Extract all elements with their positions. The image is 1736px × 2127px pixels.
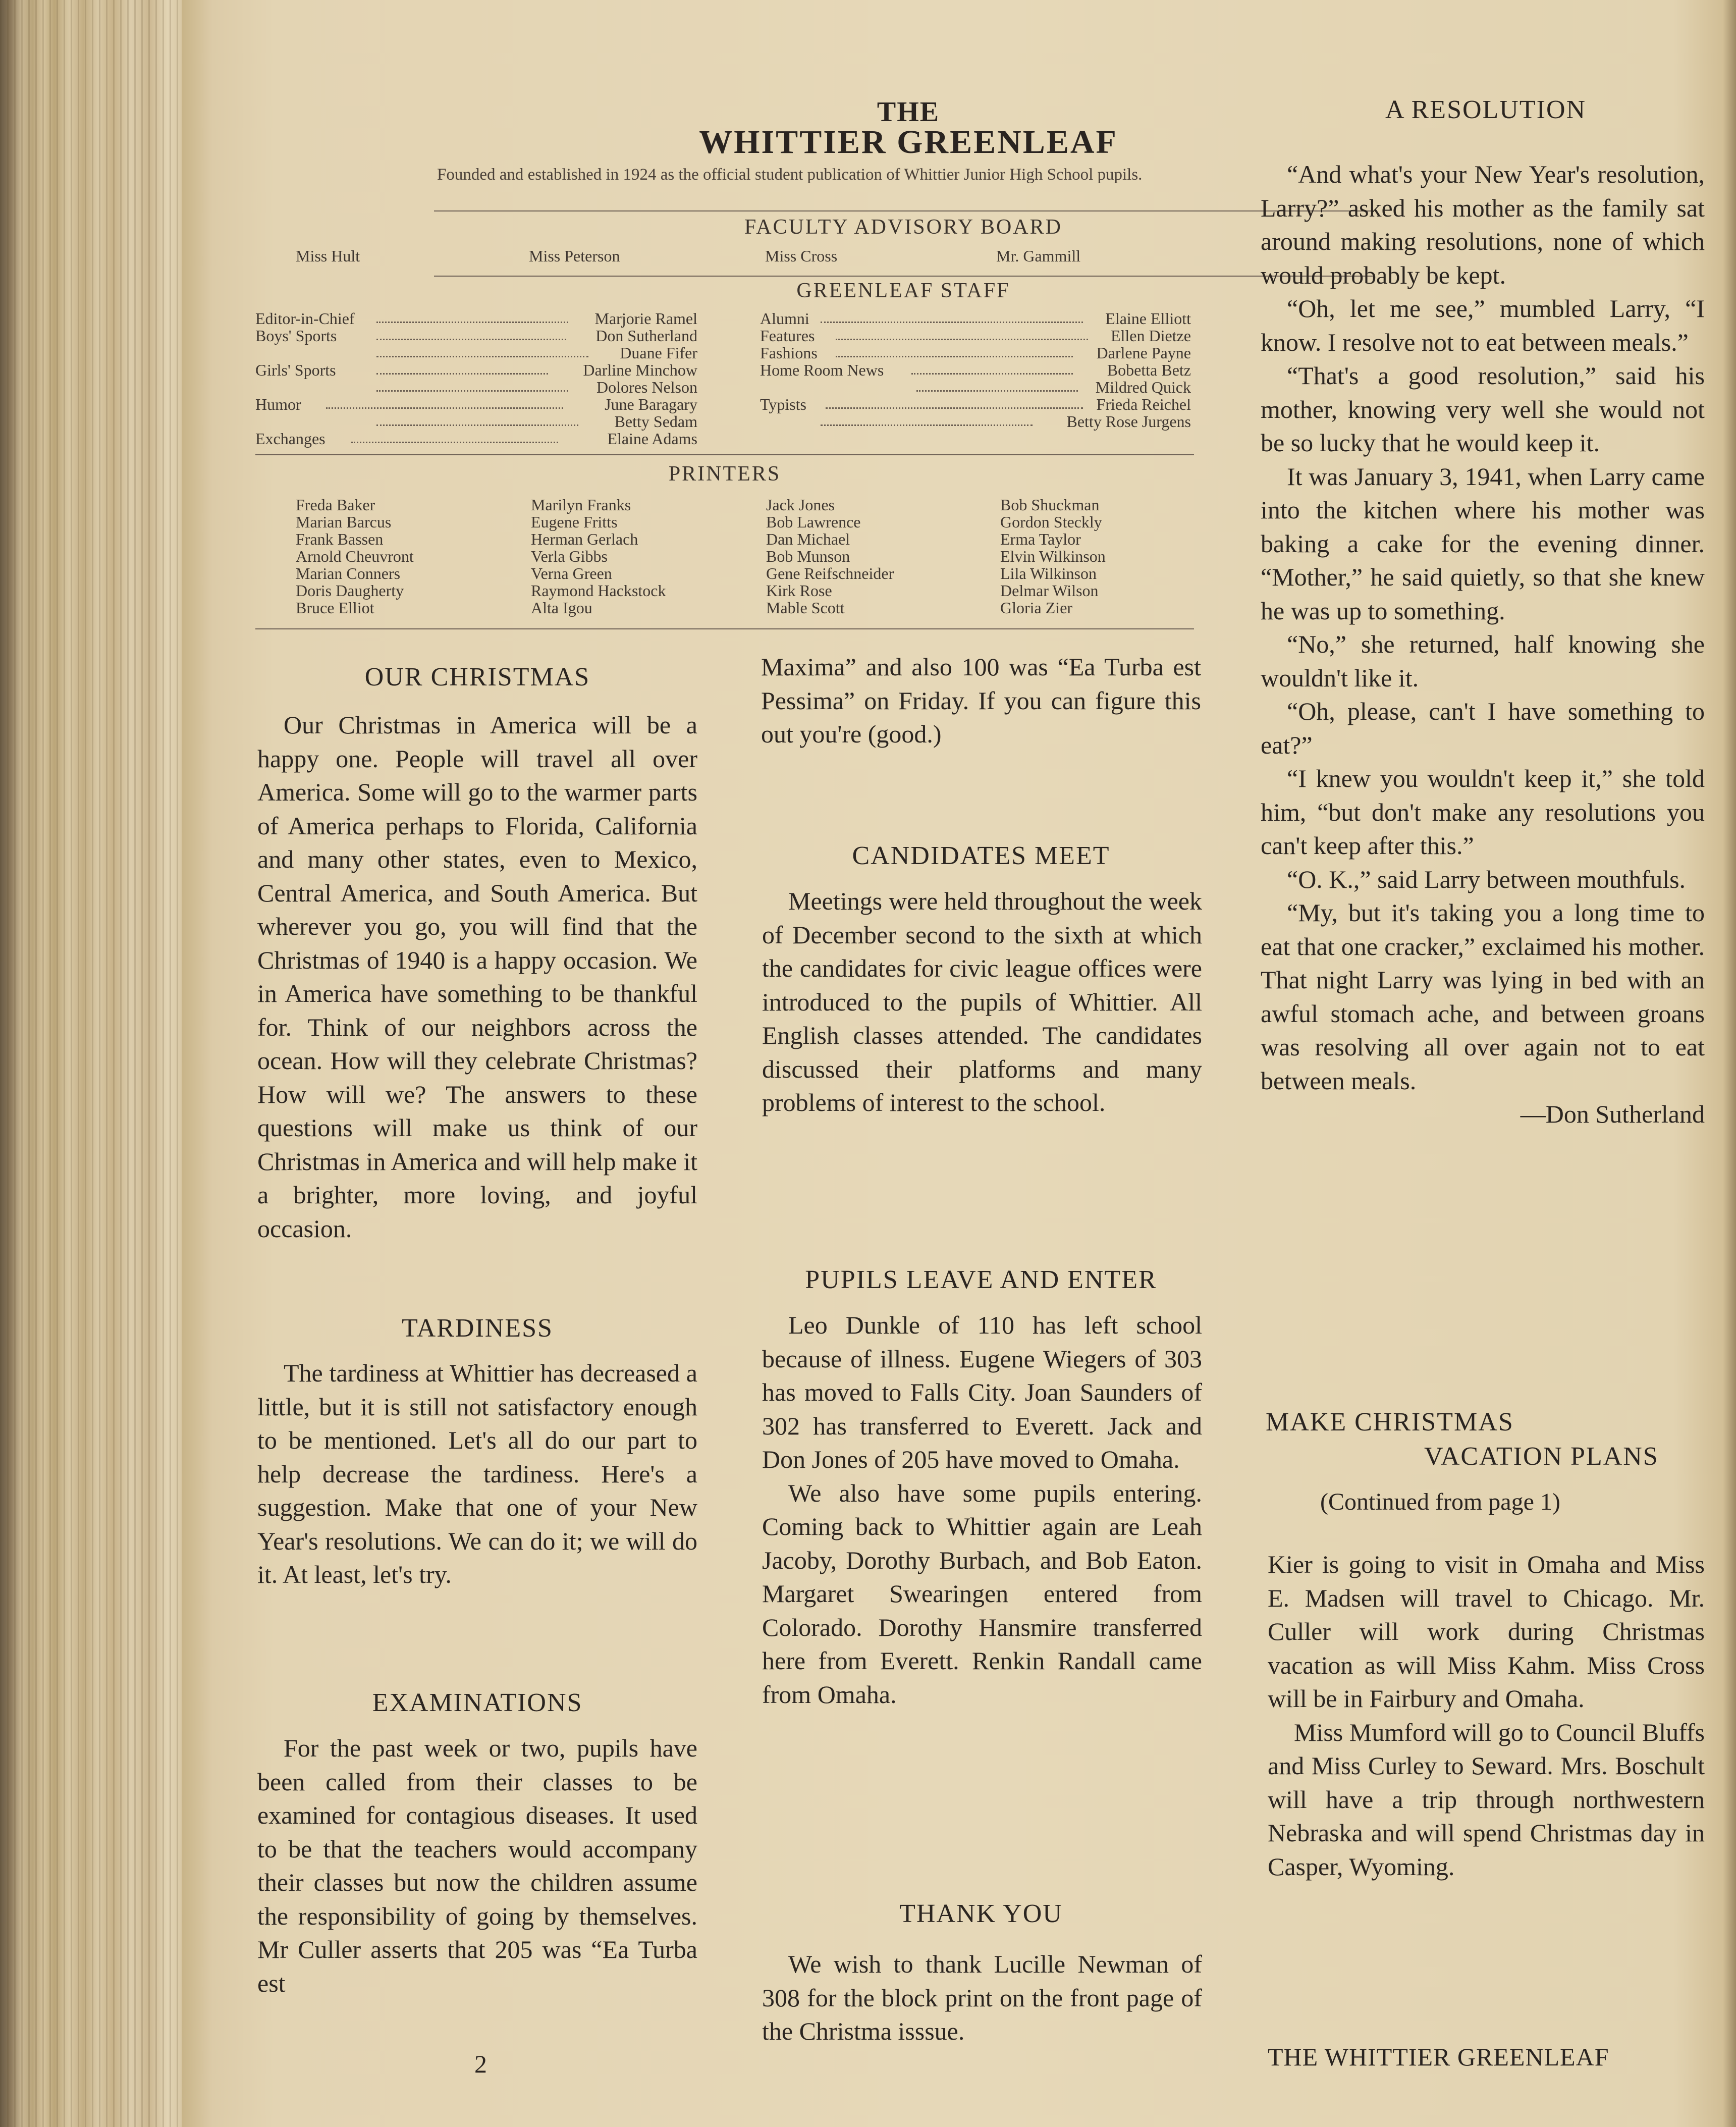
faculty-member: Miss Hult	[296, 247, 360, 265]
divider	[255, 628, 1194, 629]
article-title-tardiness: TARDINESS	[402, 1314, 553, 1343]
book-binding-edge	[0, 0, 182, 2127]
article-title-candidates-meet: CANDIDATES MEET	[852, 841, 1110, 870]
printer-name: Delmar Wilson	[1000, 581, 1099, 600]
article-title-thank-you: THANK YOU	[899, 1899, 1063, 1928]
article-body-candidates-meet	[762, 884, 1202, 1120]
printer-name: Doris Daugherty	[296, 581, 404, 600]
article-body-our-christmas	[257, 708, 697, 1245]
article-title-our-christmas: OUR CHRISTMAS	[364, 663, 590, 692]
paragraph: Maxima” and also 100 was “Ea Turba est Pessima” on Friday. If you can figure this out you're (good.)	[761, 653, 1201, 748]
masthead-the: THE	[877, 96, 940, 128]
staff-name: Darline Minchow	[583, 361, 697, 379]
staff-row	[255, 327, 697, 344]
paragraph: “Oh, let me see,” mumbled Larry, “I know. I resolve not to eat between meals.”	[1261, 294, 1705, 356]
printer-name: Freda Baker	[296, 496, 375, 514]
staff-role: Typists	[760, 395, 806, 413]
printer-name: Eugene Fritts	[531, 513, 618, 531]
faculty-board-title: FACULTY ADVISORY BOARD	[744, 216, 1062, 239]
printer-name: Verna Green	[531, 564, 612, 582]
printer-name: Gloria Zier	[1000, 599, 1073, 617]
printer-name: Kirk Rose	[766, 581, 832, 600]
printer-name: Dan Michael	[766, 530, 850, 548]
article-body-thank-you	[762, 1947, 1202, 2048]
printer-name: Bob Munson	[766, 547, 850, 565]
staff-row	[255, 395, 697, 412]
staff-row	[760, 361, 1191, 378]
staff-name: Elaine Adams	[607, 430, 697, 448]
printers-title: PRINTERS	[668, 462, 781, 486]
paragraph: We wish to thank Lucille Newman of 308 for the block print on the front page of the Christma isssue.	[762, 1950, 1202, 2045]
printer-name: Verla Gibbs	[531, 547, 608, 565]
paragraph: Meetings were held throughout the week of December second to the sixth at which the candidates for civic league offices were introduced to the pupils of Whittier. All English classes attended. The candidates discussed their platforms and many problems of interest to the school.	[762, 887, 1202, 1116]
printer-name: Herman Gerlach	[531, 530, 638, 548]
printer-name: Alta Igou	[531, 599, 592, 617]
printer-name: Marilyn Franks	[531, 496, 631, 514]
staff-role: Fashions	[760, 344, 818, 362]
paragraph: “O. K.,” said Larry between mouthfuls.	[1287, 865, 1686, 893]
staff-role: Features	[760, 327, 815, 345]
staff-row	[255, 309, 697, 327]
page-number: 2	[474, 2050, 487, 2078]
staff-name: Dolores Nelson	[596, 378, 697, 396]
printer-name: Lila Wilkinson	[1000, 564, 1097, 582]
staff-row	[255, 430, 697, 447]
printer-name: Bob Shuckman	[1000, 496, 1100, 514]
paragraph: For the past week or two, pupils have been called from their classes to be examined for contagious diseases. It used to be that the teachers would accompany their classes but now the children assume the responsibility of going by themselves. Mr Culler asserts that 205 was “Ea Turba est	[257, 1734, 697, 1997]
staff-row	[255, 361, 697, 378]
paragraph: “My, but it's taking you a long time to eat that one cracker,” exclaimed his mother. That night Larry was lying in bed with an awful stomach ache, and between groans was resolving all over again not to eat between meals.	[1261, 898, 1705, 1095]
paragraph: Our Christmas in America will be a happy one. People will travel all over America. Some will go to the warmer parts of America perhaps to Florida, California and many other states, even to Mexico, Central America, and South America. But wherever you go, you will find that the Christmas of 1940 is a happy occasion. We in America have something to be thankful for. Think of our neighbors across the ocean. How will they celebrate Christmas? How will we? The answers to these questions will make us think of our Christmas in America and will help make it a brighter, more loving, and joyful occasion.	[257, 711, 697, 1243]
staff-row	[760, 395, 1191, 412]
faculty-member: Miss Peterson	[529, 247, 620, 265]
article-body-tardiness	[257, 1356, 697, 1591]
staff-name: Bobetta Betz	[1107, 361, 1191, 379]
staff-row	[760, 344, 1191, 361]
divider	[434, 276, 1373, 277]
staff-name: Duane Fifer	[620, 344, 697, 362]
continued-note: (Continued from page 1)	[1320, 1488, 1560, 1515]
paragraph: Leo Dunkle of 110 has left school because of illness. Eugene Wiegers of 303 has moved to Falls City. Joan Saunders of 302 has transferred to Everett. Jack and Don Jones of 205 have moved to Omaha.	[762, 1311, 1202, 1473]
article-body-a-resolution	[1261, 157, 1705, 1131]
paragraph: The tardiness at Whittier has decreased a little, but it is still not satisfactory enough to be mentioned. Let's all do our part to help decrease the tardiness. Here's a suggestion. Make that one of your New Year's resolutions. We can do it; we will do it. At least, let's try.	[257, 1359, 697, 1588]
printers-column	[766, 496, 894, 616]
founded-statement: Founded and established in 1924 as the official student publication of Whittier Junior High School pupils.	[437, 166, 1143, 184]
paragraph: Kier is going to visit in Omaha and Miss E. Madsen will travel to Chicago. Mr. Culler will work during Christmas vacation as will Miss Kahm. Miss Cross will be in Fairbury and Omaha.	[1268, 1550, 1705, 1713]
staff-role: Boys' Sports	[255, 327, 337, 345]
paragraph: It was January 3, 1941, when Larry came into the kitchen where his mother was baking a cake for the evening dinner. “Mother,” he said quietly, so that she knew he was up to something.	[1261, 462, 1705, 625]
staff-name: Betty Rose Jurgens	[1066, 412, 1191, 431]
printer-name: Erma Taylor	[1000, 530, 1081, 548]
article-title-examinations: EXAMINATIONS	[372, 1688, 583, 1717]
staff-name: Don Sutherland	[595, 327, 697, 345]
article-body-examinations	[257, 1731, 697, 2000]
staff-row	[255, 344, 697, 361]
staff-row	[255, 412, 697, 430]
staff-role: Alumni	[760, 309, 809, 328]
staff-row	[760, 378, 1191, 395]
article-title-vacation-line1: MAKE CHRISTMAS	[1266, 1408, 1514, 1437]
printer-name: Gordon Steckly	[1000, 513, 1102, 531]
printer-name: Marian Conners	[296, 564, 401, 582]
footer-paper-name: THE WHITTIER GREENLEAF	[1268, 2043, 1609, 2071]
divider	[255, 454, 1194, 455]
article-title-pupils-leave-and-enter: PUPILS LEAVE AND ENTER	[805, 1265, 1157, 1294]
article-body-pupils-leave-and-enter	[762, 1308, 1202, 1711]
printer-name: Frank Bassen	[296, 530, 384, 548]
staff-title: GREENLEAF STAFF	[796, 279, 1010, 302]
staff-name: Frieda Reichel	[1096, 395, 1191, 413]
staff-row	[760, 327, 1191, 344]
printer-name: Elvin Wilkinson	[1000, 547, 1106, 565]
paragraph: “I knew you wouldn't keep it,” she told him, “but don't make any resolutions you can't keep after this.”	[1261, 764, 1705, 860]
staff-row	[255, 378, 697, 395]
printer-name: Raymond Hackstock	[531, 581, 666, 600]
paragraph: We also have some pupils entering. Coming back to Whittier again are Leah Jacoby, Dorothy Burbach, and Bob Eaton. Margaret Swearingen entered from Colorado. Dorothy Hansmire transferred here from Everett. Renkin Randall came from Omaha.	[762, 1478, 1202, 1709]
staff-role: Home Room News	[760, 361, 884, 379]
newspaper-page	[182, 0, 1736, 2127]
printer-name: Gene Reifschneider	[766, 564, 894, 582]
article-title-a-resolution: A RESOLUTION	[1385, 95, 1587, 124]
staff-row	[760, 309, 1191, 327]
article-title-vacation-line2: VACATION PLANS	[1424, 1442, 1659, 1471]
article-body-vacation-plans	[1268, 1548, 1705, 1883]
byline: —Don Sutherland	[1520, 1100, 1705, 1128]
masthead-title: WHITTIER GREENLEAF	[699, 124, 1118, 161]
faculty-member: Miss Cross	[765, 247, 838, 265]
staff-name: Mildred Quick	[1095, 378, 1191, 396]
staff-role: Girls' Sports	[255, 361, 336, 379]
printer-name: Bob Lawrence	[766, 513, 861, 531]
staff-role: Exchanges	[255, 430, 326, 448]
printer-name: Mable Scott	[766, 599, 845, 617]
paragraph: Miss Mumford will go to Council Bluffs and Miss Curley to Seward. Mrs. Boschult will have a trip through northwestern Nebraska and will spend Christmas day in Casper, Wyoming.	[1268, 1718, 1705, 1881]
printers-column	[531, 496, 666, 616]
staff-role: Humor	[255, 395, 301, 413]
paragraph: “Oh, please, can't I have something to eat?”	[1261, 697, 1705, 759]
divider	[434, 210, 1373, 211]
paragraph: “And what's your New Year's resolution, Larry?” asked his mother as the family sat around making resolutions, none of which would probably be kept.	[1261, 160, 1705, 289]
printer-name: Jack Jones	[766, 496, 835, 514]
printers-column	[1000, 496, 1106, 616]
printer-name: Marian Barcus	[296, 513, 392, 531]
printer-name: Arnold Cheuvront	[296, 547, 414, 565]
staff-row	[760, 412, 1191, 430]
printer-name: Bruce Elliot	[296, 599, 374, 617]
paragraph: “No,” she returned, half knowing she wouldn't like it.	[1261, 630, 1705, 692]
staff-name: Marjorie Ramel	[594, 309, 697, 328]
staff-name: Darlene Payne	[1096, 344, 1191, 362]
staff-name: Betty Sedam	[614, 412, 697, 431]
faculty-member: Mr. Gammill	[996, 247, 1081, 265]
printers-column	[296, 496, 414, 616]
staff-role: Editor-in-Chief	[255, 309, 355, 328]
staff-name: June Baragary	[605, 395, 697, 413]
paragraph: “That's a good resolution,” said his mother, knowing very well she would not be so lucky that he would keep it.	[1261, 361, 1705, 457]
staff-name: Ellen Dietze	[1110, 327, 1191, 345]
staff-name: Elaine Elliott	[1105, 309, 1191, 328]
article-body-examinations-continued	[761, 650, 1201, 751]
